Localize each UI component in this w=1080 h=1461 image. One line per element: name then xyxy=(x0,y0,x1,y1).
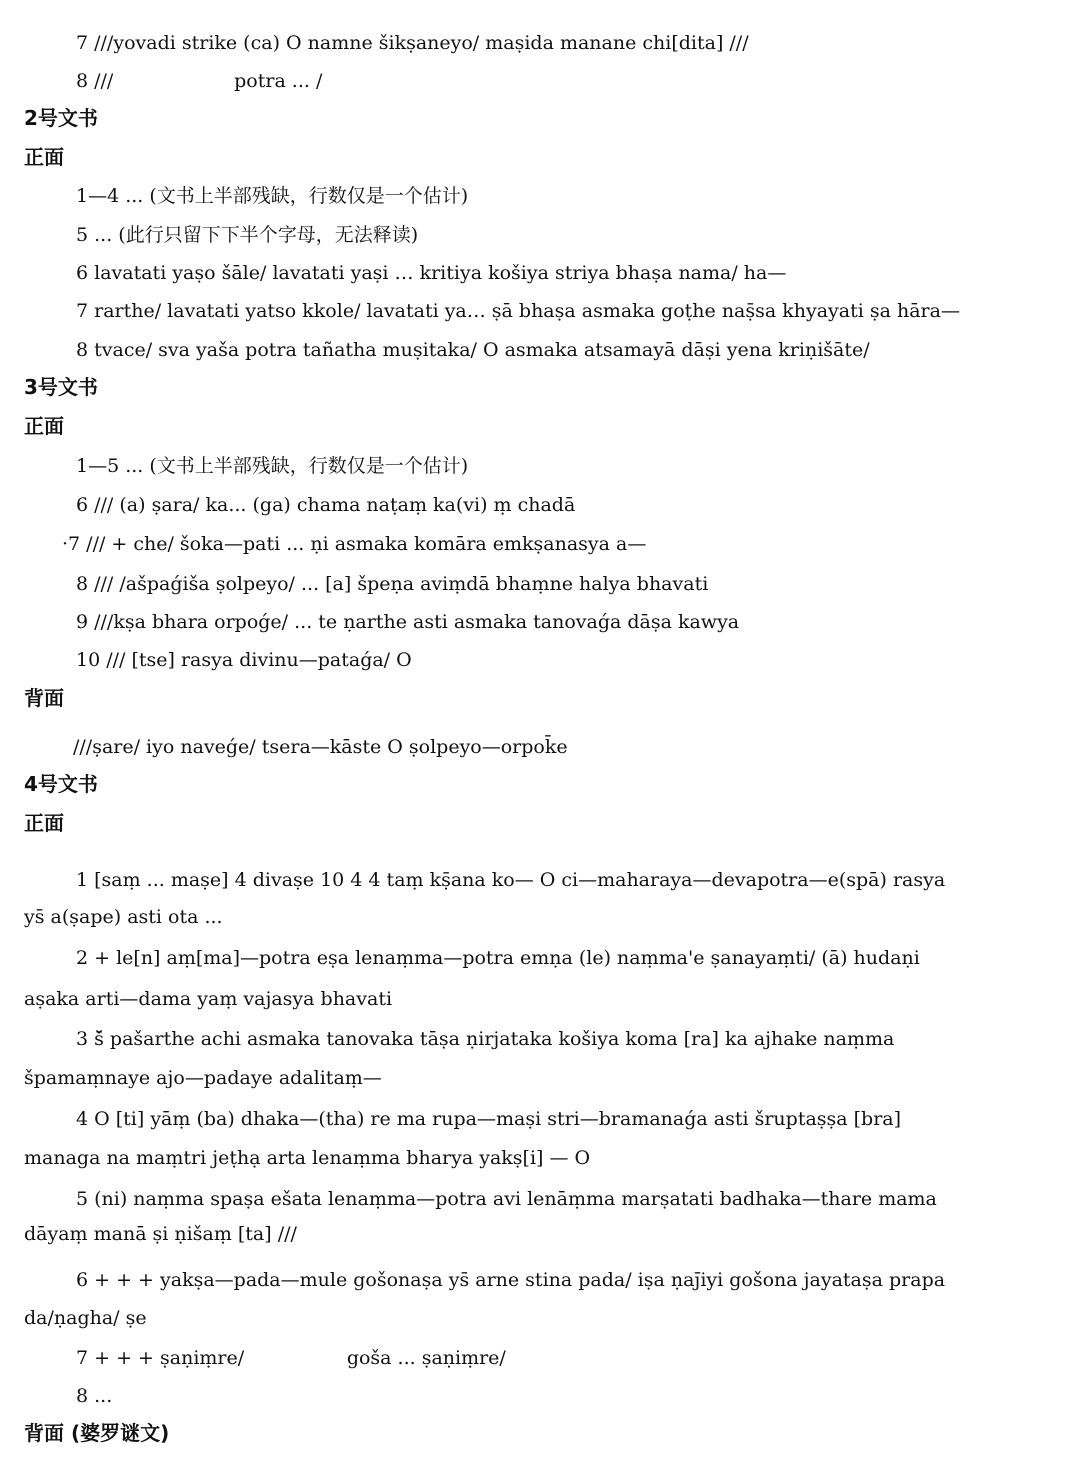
doc4-line-5: 5 (ni) naṃma spaṣa ešata lenaṃma—potra avi lenāṃma marṣatati badhaka—thare mama xyxy=(76,1188,937,1210)
doc4-line-1: 1 [saṃ ... maṣe] 4 divaṣe 10 4 4 taṃ kṣ̄ana ko— O ci—maharaya—devapotra—e(spā) rasya xyxy=(76,869,946,891)
doc2-recto-heading: 正面 xyxy=(24,145,64,169)
doc3-line-6: 6 /// (a) ṣara/ ka... (ga) chama naṭaṃ ka(vi) ṃ chadā xyxy=(76,494,576,516)
doc2-line-7: 7 rarthe/ lavatati yatso kkole/ lavatati ya… ṣā bhaṣa asmaka goṭhe naṣ̄sa khyayati ṣa hāra— xyxy=(76,300,960,322)
doc3-recto-heading: 正面 xyxy=(24,414,64,438)
doc2-line-6: 6 lavatati yaṣo šāle/ lavatati yaṣi … kritiya košiya striya bhaṣa nama/ ha— xyxy=(76,262,787,284)
doc4-heading: 4号文书 xyxy=(24,772,98,796)
doc4-line-2: 2 + le[n] aṃ[ma]—potra eṣa lenaṃma—potra emṇa (le) naṃma'e ṣanayaṃti/ (ā) hudaṇi xyxy=(76,947,920,969)
doc4-line-1-cont: ys̄ a(ṣape) asti ota ... xyxy=(24,906,223,928)
doc2-line-8: 8 tvace/ sva yaša potra tañatha muṣitaka/ O asmaka atsamayā dāṣi yena kriṇišāte/ xyxy=(76,339,870,361)
doc4-line-8: 8 ... xyxy=(76,1385,113,1407)
doc2-line-1-4: 1—4 ... (文书上半部残缺，行数仅是一个估计) xyxy=(76,185,469,207)
doc2-line-5: 5 ... (此行只留下下半个字母，无法释读) xyxy=(76,224,419,246)
doc4-line-3: 3 š̄ pašarthe achi asmaka tanovaka tāṣa ṇirjataka košiya koma [ra] ka ajhake naṃma xyxy=(76,1028,895,1050)
doc3-line-10: 10 /// [tse] rasya divinu—pataǵa/ O xyxy=(76,649,412,671)
doc4-line-4-cont: managa na maṃtri jeṭhạ arta lenaṃma bharya yakṣ[i] — O xyxy=(24,1147,591,1169)
doc2-heading: 2号文书 xyxy=(24,106,98,130)
doc3-line-8: 8 /// /ašpaǵiša ṣolpeyo/ ... [a] špeṇa aviṃdā bhaṃne halya bhavati xyxy=(76,573,709,595)
doc4-line-6-cont: da/ṇagha/ ṣe xyxy=(24,1307,147,1329)
doc4-verso-heading: 背面 (婆罗谜文) xyxy=(24,1421,170,1445)
doc3-line-9: 9 ///kṣa bhara orpoǵe/ ... te ṇarthe asti asmaka tanovaǵa dāṣa kawya xyxy=(76,611,740,633)
doc4-line-6: 6 + + + yakṣa—pada—mule gošonaṣa ys̄ arne stina pada/ iṣa ṇaj̄iyi gošona jayataṣa prapa xyxy=(76,1269,946,1291)
doc4-line-3-cont: špamaṃnaye ajo—padaye adalitaṃ— xyxy=(24,1067,382,1089)
doc4-recto-heading: 正面 xyxy=(24,811,64,835)
doc3-verso-line: ///ṣare/ iyo naveǵe/ tsera—kāste O ṣolpeyo—orpok̄e xyxy=(73,736,568,758)
doc4-line-7: 7 + + + ṣaṇiṃre/ goša ... ṣaṇiṃre/ xyxy=(76,1347,506,1369)
doc4-line-2-cont: aṣaka arti—dama yaṃ vajasya bhavati xyxy=(24,988,393,1010)
doc1-line-7: 7 ///yovadi strike (ca) O namne šikṣaneyo/ maṣida manane chi[dita] /// xyxy=(76,32,749,54)
doc3-line-1-5: 1—5 ... (文书上半部残缺，行数仅是一个估计) xyxy=(76,455,469,477)
doc1-line-8: 8 /// potra ... / xyxy=(76,70,323,92)
doc3-verso-heading: 背面 xyxy=(24,686,64,710)
doc3-heading: 3号文书 xyxy=(24,375,98,399)
doc3-line-7: ·7 /// + che/ šoka—pati ... ṇi asmaka komāra emkṣanasya a— xyxy=(62,533,647,555)
doc4-line-4: 4 O [ti] yāṃ (ba) dhaka—(tha) re ma rupa—maṣi stri—bramanaǵa asti šruptaṣṣa [bra] xyxy=(76,1108,902,1130)
doc4-line-5-cont: dāyaṃ manā ṣi ṇišaṃ [ta] /// xyxy=(24,1223,297,1245)
